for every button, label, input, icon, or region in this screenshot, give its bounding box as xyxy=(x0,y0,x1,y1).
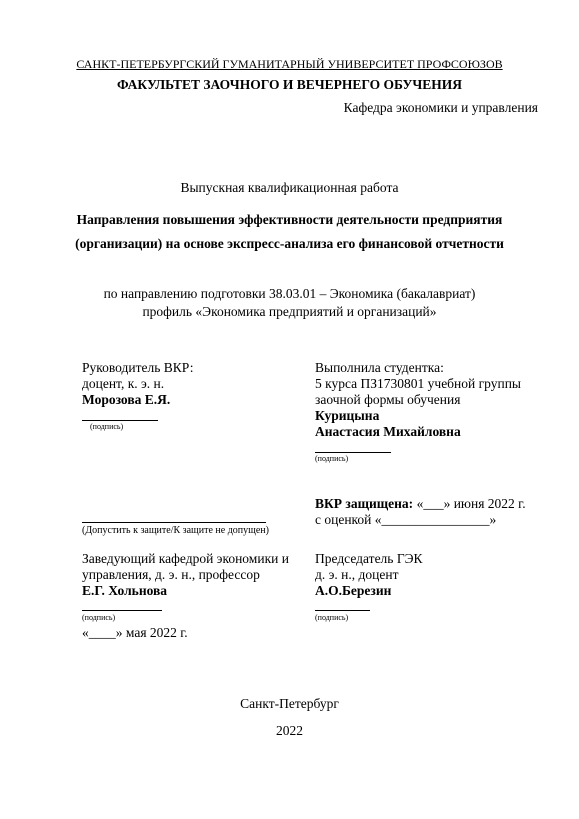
student-signature-caption: (подпись) xyxy=(315,454,349,463)
supervisor-label: Руководитель ВКР: xyxy=(82,360,194,375)
gek-chair-label: Председатель ГЭК xyxy=(315,551,423,566)
faculty-name: ФАКУЛЬТЕТ ЗАОЧНОГО И ВЕЧЕРНЕГО ОБУЧЕНИЯ xyxy=(116,77,463,92)
gek-chair-signature-line xyxy=(315,610,370,611)
student-label: Выполнила студентка: xyxy=(315,360,444,375)
student-first-name: Анастасия Михайловна xyxy=(315,424,461,439)
defense-date: «___» июня 2022 г. xyxy=(413,496,526,511)
university-name: САНКТ-ПЕТЕРБУРГСКИЙ ГУМАНИТАРНЫЙ УНИВЕРСИТЕТ ПРОФСОЮЗОВ xyxy=(76,57,503,71)
head-of-department-signature-caption: (подпись) xyxy=(82,613,116,622)
head-of-department-line2: управления, д. э. н., профессор xyxy=(82,567,260,582)
footer-year: 2022 xyxy=(276,723,303,738)
study-profile: профиль «Экономика предприятий и организаций» xyxy=(142,304,437,319)
supervisor-signature-caption: (подпись) xyxy=(90,422,124,431)
admission-signature-line xyxy=(82,522,266,523)
defense-grade: с оценкой «________________» xyxy=(315,512,497,527)
supervisor-name: Морозова Е.Я. xyxy=(82,392,171,407)
work-title-line2: (организации) на основе экспресс-анализа его финансовой отчетности xyxy=(75,236,504,251)
gek-chair-degree: д. э. н., доцент xyxy=(315,567,399,582)
head-of-department-name: Е.Г. Хольнова xyxy=(82,583,168,598)
defense-label: ВКР защищена: xyxy=(315,496,414,511)
direction-of-study: по направлению подготовки 38.03.01 – Экономика (бакалавриат) xyxy=(103,286,476,301)
gek-chair-signature-caption: (подпись) xyxy=(315,613,349,622)
head-of-department-line1: Заведующий кафедрой экономики и xyxy=(82,551,289,566)
head-of-department-date: «____» мая 2022 г. xyxy=(82,625,188,640)
department-name: Кафедра экономики и управления xyxy=(343,100,538,115)
supervisor-position: доцент, к. э. н. xyxy=(82,376,165,391)
student-signature-line xyxy=(315,452,391,453)
supervisor-signature-line xyxy=(82,420,158,421)
head-of-department-signature-line xyxy=(82,610,162,611)
work-type: Выпускная квалификационная работа xyxy=(180,180,399,195)
work-title-line1: Направления повышения эффективности деятельности предприятия xyxy=(76,212,503,227)
student-surname: Курицына xyxy=(315,408,380,423)
defense-info xyxy=(315,496,526,512)
admission-caption: (Допустить к защите/К защите не допущен) xyxy=(82,525,269,536)
student-course-group: 5 курса ПЗ1730801 учебной группы xyxy=(315,376,522,391)
footer-city: Санкт-Петербург xyxy=(240,696,339,711)
gek-chair-name: А.О.Березин xyxy=(315,583,392,598)
student-study-form: заочной формы обучения xyxy=(315,392,461,407)
